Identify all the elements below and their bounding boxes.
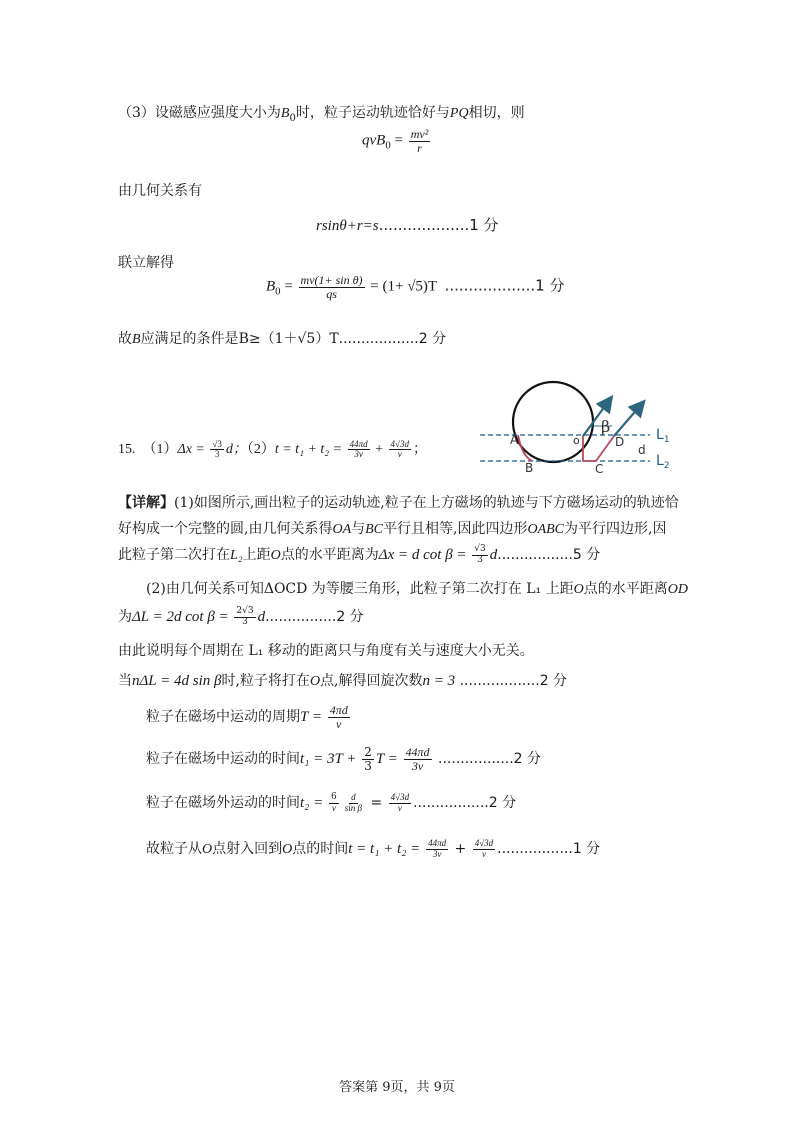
detail-line-9: 粒子在磁场中运动的时间t₁ = 3T + $\frac{2}{3}$ T = $\frac{44\pi d}{3v}$ .................2 分 [146, 745, 542, 773]
detail-line-4: (2)由几何关系可知ΔOCD 为等腰三角形，此粒子第二次打在 L₁ 上距O点的水平距离OD [146, 581, 688, 597]
fraction: $\frac{√3}{3}$ [474, 544, 486, 565]
label-l2: $L_2$ [656, 453, 670, 471]
trajectory-circle [513, 382, 593, 462]
detail-line-11: 故粒子从O点射入回到O点的时间t = t₁ + t₂ = $\frac{44\pi d}{3v}$ + $\frac{4√3d}{v}$ .................1 分 [146, 838, 601, 859]
geo-text: 由几何关系有 [118, 183, 202, 199]
detail-line-8: 粒子在磁场中运动的周期T = $\frac{4\pi d}{v}$ [146, 703, 348, 731]
fraction: $\frac{44\pi d}{3v}$ [349, 438, 368, 460]
fraction: $\frac{d}{\text{sin β}}$ [344, 792, 362, 813]
label-b: B [525, 461, 534, 475]
fraction: $\frac{2}{3}$ [364, 745, 372, 773]
eq-geometry: rsinθ+r=s...................1 分 [316, 216, 499, 234]
path-segment-cd [596, 436, 614, 461]
label-c: C [595, 462, 604, 476]
eq-lorentz: qvB$_0$ = $\frac{\text{mv²}}{r}$ [362, 127, 429, 155]
detail-line-6: 由此说明每个周期在 L₁ 移动的距离只与角度有关与速度大小无关。 [118, 643, 534, 659]
q15-answer: 15. （1）Δx = $\frac{√3}{3}$ d；（2）t = t₁ + t₂ = $\frac{44\pi d}{3v}$ + $\frac{4√3d}{v}$ ； [118, 438, 427, 460]
label-d-gap: d [638, 443, 646, 457]
detail-line-5: 为ΔL = 2d cot β = $\frac{2√3}{3}$ d................2 分 [118, 606, 364, 627]
detail-line-10: 粒子在磁场外运动的时间t₂ = $\frac{6}{v}$ $\frac{d}{\text{sin β}}$ = $\frac{4√3d}{v}$ .................2 分 [146, 792, 517, 813]
fraction: $\frac{6}{v}$ [331, 792, 337, 813]
label-d: D [615, 435, 625, 449]
label-l1: $L_1$ [656, 427, 670, 445]
fraction: $\frac{\text{mv²}}{r}$ [410, 127, 429, 155]
fraction: $\frac{\text{mv(1+ sin θ)}}{qs}$ [300, 273, 363, 301]
fraction: $\frac{4√3d}{v}$ [390, 438, 409, 460]
detail-line-3: 此粒子第二次打在L₂上距O点的水平距离为Δx = d cot β = $\frac{√3}{3}$ d.................5 分 [118, 544, 601, 565]
detail-line-2: 好构成一个完整的圆,由几何关系得OA与BC平行且相等,因此四边形OABC为平行四边形,因 [118, 521, 667, 537]
detail-line-7: 当nΔL = 4d sin β时,粒子将打在O点,解得回旋次数n = 3 ..................2 分 [118, 673, 568, 689]
solve-text: 联立解得 [118, 255, 174, 271]
b-condition: 故B应满足的条件是B≥（1＋√5）T..................2 分 [118, 331, 447, 347]
eq-b0: $B_0$ = $\frac{\text{mv(1+ sin θ)}}{qs}$ = (1+ √5)T ...................1 分 [266, 273, 565, 301]
label-beta: β [601, 417, 611, 436]
trajectory-diagram [470, 376, 690, 480]
fraction: $\frac{4√3d}{v}$ [390, 792, 410, 813]
fraction: $\frac{44\pi d}{3v}$ [405, 745, 430, 773]
velocity-arrow-2 [614, 406, 640, 436]
detail-line-1: 【详解】(1)如图所示,画出粒子的运动轨迹,粒子在上方磁场的轨迹与下方磁场运动的轨迹恰 [118, 495, 679, 511]
fraction: $\frac{4√3d}{v}$ [474, 838, 494, 859]
fraction: $\frac{√3}{3}$ [212, 438, 222, 460]
fraction: $\frac{4\pi d}{v}$ [329, 703, 348, 731]
path-segment-ab [518, 435, 532, 461]
fraction: $\frac{44\pi d}{3v}$ [428, 838, 447, 859]
label-a: A [510, 433, 519, 447]
p3-intro: （3）设磁感应强度大小为$B_0$时，粒子运动轨迹恰好与PQ相切，则 [118, 105, 525, 124]
label-o: o [573, 434, 580, 447]
page-footer: 答案第 9页，共 9页 [339, 1080, 455, 1095]
fraction: $\frac{2√3}{3}$ [236, 606, 254, 627]
